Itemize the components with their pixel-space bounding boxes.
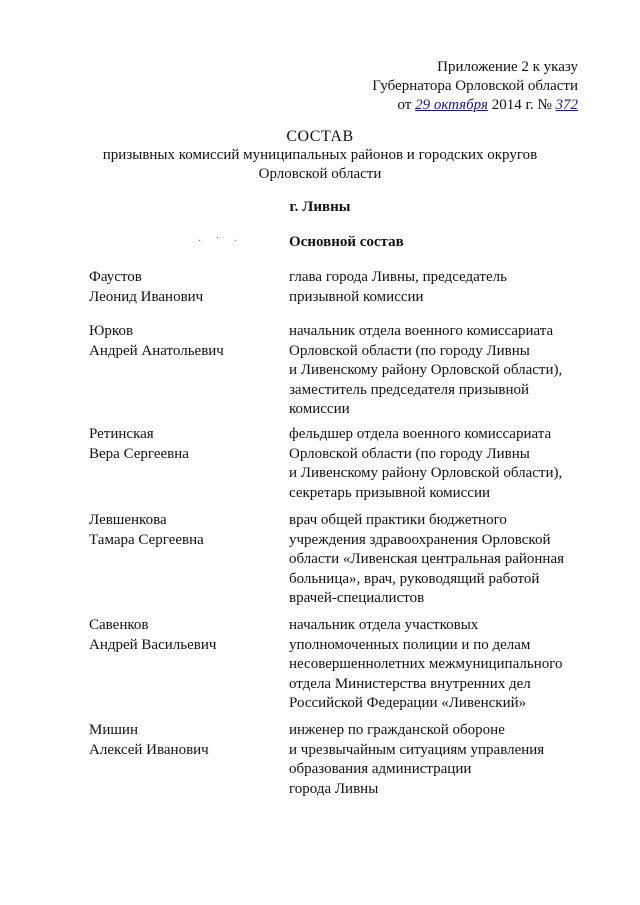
member-surname: Юрков — [89, 323, 134, 339]
member-name — [89, 511, 279, 550]
role-line: больница», врач, руководящий работой — [289, 570, 540, 587]
title-main: СОСТАВ — [286, 128, 354, 145]
role-line: отдела Министерства внутренних дел — [289, 675, 531, 692]
appendix-date-line — [372, 96, 578, 115]
date-prefix: от — [397, 97, 412, 113]
member-role — [289, 616, 589, 714]
role-line: и Ливенскому району Орловской области), — [289, 362, 563, 378]
member-role — [289, 425, 589, 503]
role-line: комиссии — [289, 401, 350, 417]
member-role — [289, 511, 589, 609]
section-heading: Основной состав — [289, 234, 404, 250]
role-line: инженер по гражданской обороне — [289, 722, 505, 738]
role-line: образования администрации — [289, 761, 472, 777]
role-line: врач общей практики бюджетного — [289, 512, 507, 528]
appendix-header — [372, 58, 578, 115]
member-name — [89, 322, 279, 361]
role-line: секретарь призывной комиссии — [289, 484, 491, 501]
member-surname: Мишин — [89, 722, 138, 738]
role-line: несовершеннолетних межмуниципального — [289, 656, 563, 672]
member-name — [89, 721, 279, 760]
role-line: заместитель председателя призывной — [289, 381, 529, 398]
number-prefix: № — [537, 97, 552, 113]
role-line: учреждения здравоохранения Орловской — [289, 531, 551, 548]
member-surname: Фаустов — [89, 269, 142, 285]
role-line: Орловской области (по городу Ливны — [289, 342, 530, 359]
role-line: начальник отдела участковых — [289, 617, 479, 633]
member-role — [289, 322, 589, 420]
role-line: призывной комиссии — [289, 288, 424, 305]
member-surname: Левшенкова — [89, 512, 167, 528]
role-line: врачей-специалистов — [289, 590, 425, 606]
member-surname: Ретинская — [89, 426, 154, 442]
role-line: начальник отдела военного комиссариата — [289, 323, 554, 339]
role-line: города Ливны — [289, 780, 379, 797]
role-line: Орловской области (по городу Ливны — [289, 445, 530, 462]
role-line: фельдшер отдела военного комиссариата — [289, 426, 552, 442]
role-line: области «Ливенская центральная районная — [289, 551, 564, 567]
city-heading: г. Ливны — [289, 199, 351, 215]
title-subtitle-2: Орловской области — [258, 166, 382, 182]
member-given-name: Андрей Васильевич — [89, 636, 217, 653]
document-title — [60, 127, 580, 184]
role-line: уполномоченных полиции и по делам — [289, 636, 531, 653]
member-name — [89, 616, 279, 655]
role-line: глава города Ливны, председатель — [289, 269, 507, 285]
member-name — [89, 425, 279, 464]
handwritten-number: 372 — [555, 97, 578, 113]
member-given-name: Алексей Иванович — [89, 741, 209, 758]
scan-specks: · ˙ · — [198, 236, 243, 247]
member-given-name: Андрей Анатольевич — [89, 342, 224, 359]
member-given-name: Тамара Сергеевна — [89, 531, 204, 548]
title-subtitle-1: призывных комиссий муниципальных районов и городских округов — [102, 147, 538, 163]
member-role — [289, 721, 589, 799]
appendix-line-1: Приложение 2 к указу — [437, 59, 578, 75]
member-given-name: Леонид Иванович — [89, 288, 204, 305]
member-given-name: Вера Сергеевна — [89, 445, 189, 462]
date-year: 2014 г. — [491, 97, 534, 113]
member-name — [89, 268, 279, 307]
member-surname: Савенков — [89, 617, 149, 633]
member-role — [289, 268, 589, 307]
role-line: Российской Федерации «Ливенский» — [289, 695, 527, 711]
role-line: и чрезвычайным ситуациям управления — [289, 741, 545, 758]
role-line: и Ливенскому району Орловской области), — [289, 465, 563, 481]
appendix-line-2: Губернатора Орловской области — [372, 78, 578, 94]
handwritten-date: 29 октября — [415, 97, 488, 113]
